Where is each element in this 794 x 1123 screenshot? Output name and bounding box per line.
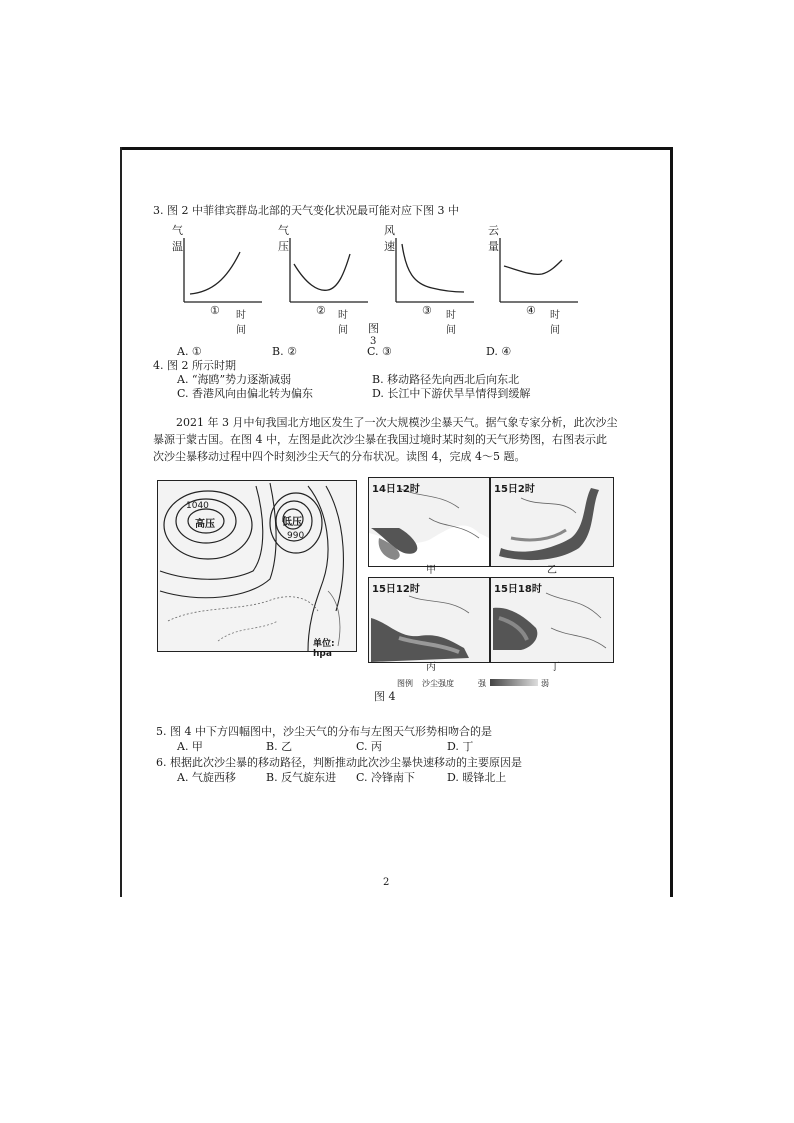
q5-option-b[interactable]: B. 乙 xyxy=(266,740,293,753)
map-unit: 单位: hpa xyxy=(313,639,335,659)
passage-line-2: 暴源于蒙古国。在图 4 中，左图是此次沙尘暴在我国过境时某时刻的天气形势图，右图表示此 xyxy=(153,433,607,446)
q6-option-b[interactable]: B. 反气旋东进 xyxy=(266,771,337,784)
legend-scale-bar xyxy=(490,679,538,686)
graph-number: ④ xyxy=(526,304,536,317)
weather-map xyxy=(157,480,357,659)
q4-option-b[interactable]: B. 移动路径先向西北后向东北 xyxy=(372,373,520,386)
q4-stem: 4. 图 2 所示时期 xyxy=(153,359,236,372)
page-frame-right xyxy=(670,147,673,897)
page-frame-left xyxy=(120,147,122,897)
passage-line-3: 次沙尘暴移动过程中四个时刻沙尘天气的分布状况。读图 4，完成 4～5 题。 xyxy=(153,450,526,463)
q3-option-a[interactable]: A. ① xyxy=(177,345,202,358)
graph-xlabel: 时间 xyxy=(446,310,456,336)
q3-stem: 3. 图 2 中菲律宾群岛北部的天气变化状况最可能对应下图 3 中 xyxy=(153,204,459,217)
panel-time: 14日12时 xyxy=(372,484,420,495)
panel-time: 15日18时 xyxy=(494,584,542,595)
dust-panel-bing xyxy=(368,577,490,663)
dust-panel-yi xyxy=(490,477,614,567)
passage-line-1: 2021 年 3 月中旬我国北方地区发生了一次大规模沙尘暴天气。据气象专家分析，此次沙尘 xyxy=(176,416,618,429)
panel-letter-yi: 乙 xyxy=(547,565,557,576)
q6-option-a[interactable]: A. 气旋西移 xyxy=(177,771,236,784)
q4-option-c[interactable]: C. 香港风向由偏北转为偏东 xyxy=(177,387,314,400)
q6-stem: 6. 根据此次沙尘暴的移动路径，判断推动此次沙尘暴快速移动的主要原因是 xyxy=(156,756,522,769)
figure-3-label: 图 xyxy=(368,322,379,335)
q4-option-d[interactable]: D. 长江中下游伏旱旱情得到缓解 xyxy=(372,387,531,400)
graph-ylabel: 气压 xyxy=(278,224,289,253)
q6-option-c[interactable]: C. 冷锋南下 xyxy=(356,771,416,784)
dust-panel-jia xyxy=(368,477,490,567)
q3-option-d[interactable]: D. ④ xyxy=(486,345,512,358)
graph-xlabel: 时间 xyxy=(236,310,246,336)
graph-xlabel: 时间 xyxy=(338,310,348,336)
panel-letter-ding: 丁 xyxy=(550,662,560,673)
legend-strong: 强 xyxy=(478,679,486,688)
q3-option-b[interactable]: B. ② xyxy=(272,345,297,358)
q5-option-a[interactable]: A. 甲 xyxy=(177,740,203,753)
page-number: 2 xyxy=(383,877,390,888)
figure-3-number: 3 xyxy=(370,336,377,347)
graph-ylabel: 云量 xyxy=(488,224,499,253)
q4-option-a[interactable]: A. “海鸥”势力逐渐减弱 xyxy=(177,373,292,386)
q5-option-d[interactable]: D. 丁 xyxy=(447,740,474,753)
graph-xlabel: 时间 xyxy=(550,310,560,336)
q5-option-c[interactable]: C. 丙 xyxy=(356,740,383,753)
graph-ylabel: 气温 xyxy=(172,224,183,253)
legend-name: 沙尘强度 xyxy=(422,679,454,688)
q5-stem: 5. 图 4 中下方四幅图中，沙尘天气的分布与左图天气形势相吻合的是 xyxy=(156,725,492,738)
q6-option-d[interactable]: D. 暖锋北上 xyxy=(447,771,507,784)
graph-ylabel: 风速 xyxy=(384,224,395,253)
low-pressure-label: 低压 xyxy=(282,517,302,528)
high-pressure-label: 高压 xyxy=(195,519,215,530)
graph-number: ② xyxy=(316,304,326,317)
graph-number: ① xyxy=(210,304,220,317)
graph-number: ③ xyxy=(422,304,432,317)
panel-time: 15日2时 xyxy=(494,484,535,495)
panel-letter-bing: 丙 xyxy=(426,662,436,673)
panel-time: 15日12时 xyxy=(372,584,420,595)
q3-option-c[interactable]: C. ③ xyxy=(367,345,392,358)
legend-label: 图例 xyxy=(397,679,413,688)
panel-letter-jia: 甲 xyxy=(426,565,436,576)
page-frame-top xyxy=(120,147,673,150)
low-pressure-value: 990 xyxy=(287,531,305,541)
figure-4-caption: 图 4 xyxy=(374,690,396,703)
dust-panel-ding xyxy=(490,577,614,663)
legend-weak: 弱 xyxy=(541,679,549,688)
high-pressure-value: 1040 xyxy=(186,501,209,511)
